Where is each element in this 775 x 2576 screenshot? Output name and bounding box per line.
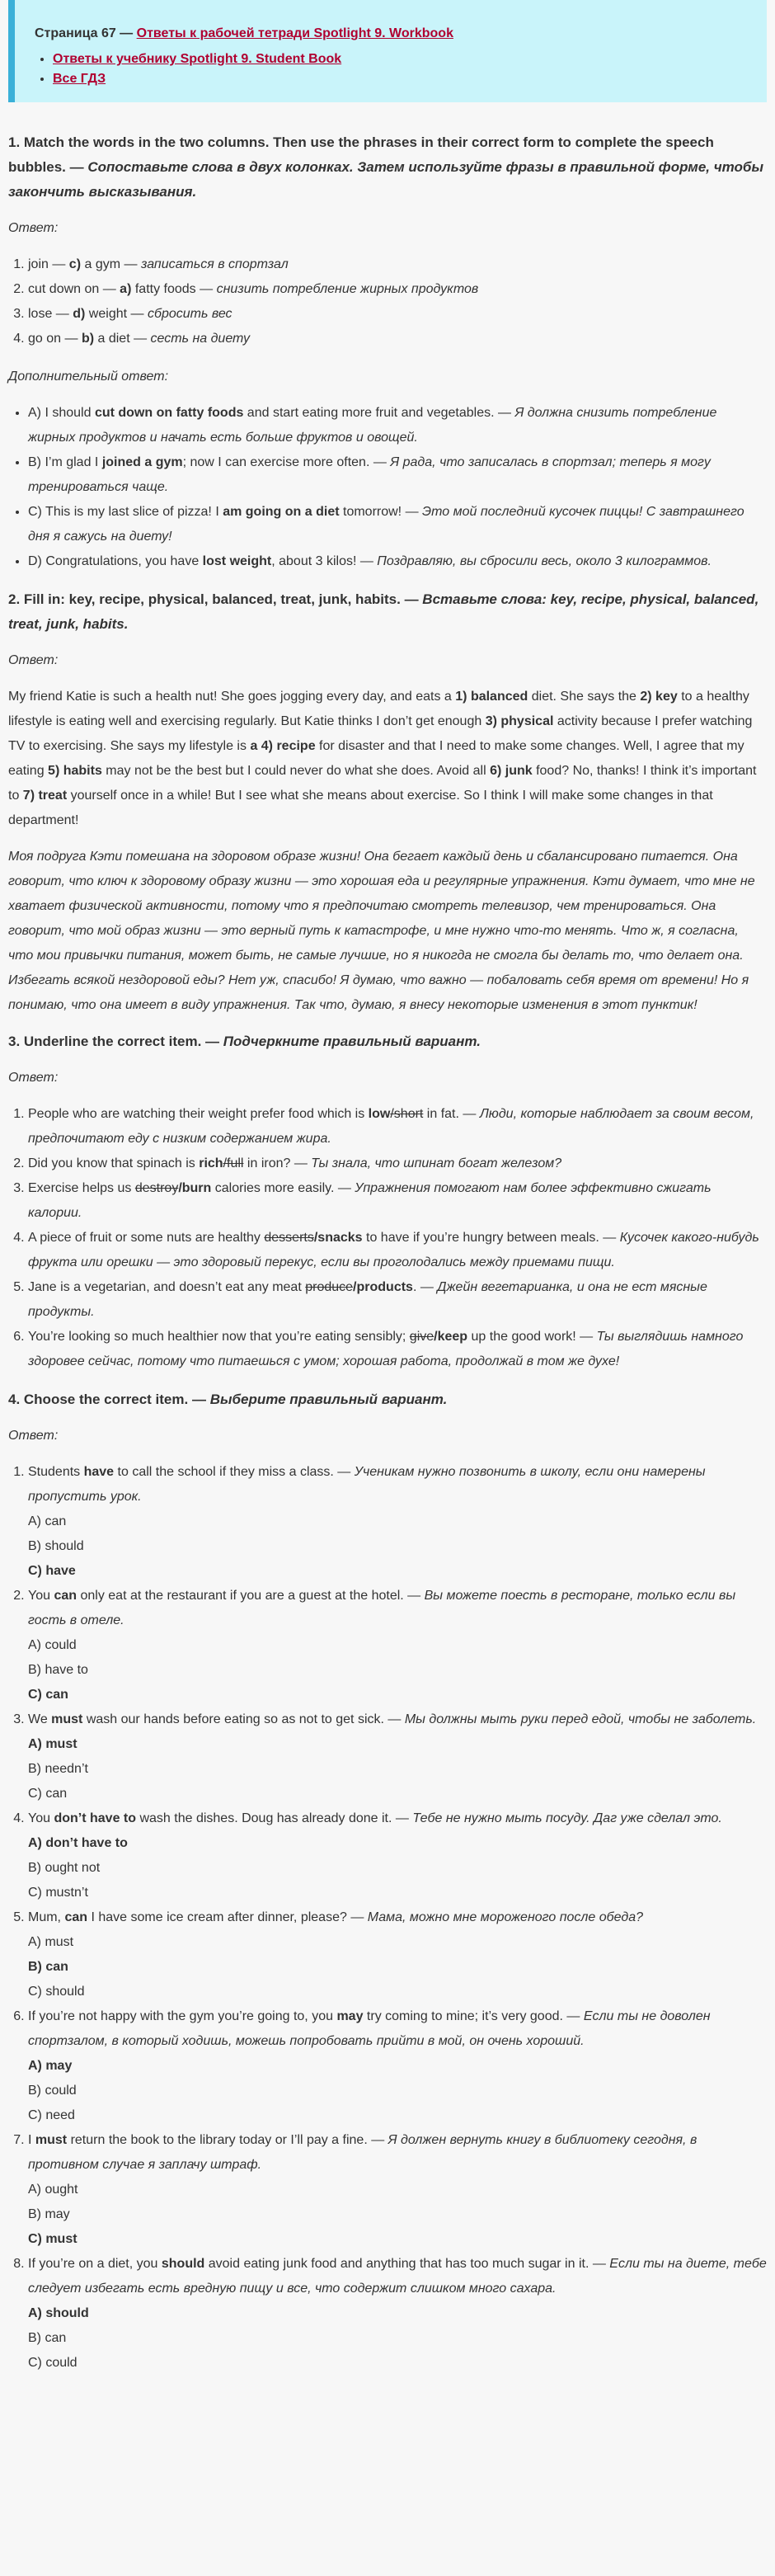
list-item [28, 2004, 767, 2128]
answer-translation: Я рада, что записалась в спортзал; теперь я могу тренироваться чаще. [28, 455, 711, 494]
answer-translation: Джейн вегетарианка, и она не ест мясные продукты. [28, 1280, 707, 1319]
correct-word: may [336, 2009, 364, 2023]
article-content [8, 130, 767, 2376]
answer-translation: Поздравляю, вы сбросили весь, около 3 килограммов. [377, 554, 712, 568]
correct-word: rich [199, 1156, 223, 1170]
answer-word: cut down on — [28, 282, 120, 296]
answer-word: go on — [28, 332, 82, 346]
text-segment: for disaster and that I need to make some changes. Well, I agree that my eating [8, 739, 744, 778]
sentence-text: A piece of fruit or some nuts are healthy [28, 1231, 265, 1245]
answer-text: tomorrow! — [339, 505, 423, 519]
list-item [28, 252, 767, 277]
exercise-4-answers [8, 1460, 767, 2376]
exercise-2-text [8, 685, 767, 833]
answer-translation: записаться в спортзал [140, 257, 289, 271]
option-item: B) may [28, 2207, 70, 2221]
option-list [28, 1930, 767, 2004]
filled-word: 1) balanced [455, 690, 528, 704]
sentence-text: in fat. — [423, 1107, 480, 1121]
list-item [28, 327, 767, 351]
correct-word: /products [353, 1280, 413, 1294]
answer-translation: Я должна снизить потребление жирных продуктов и начать есть больше фруктов и овощей. [28, 406, 717, 445]
answer-word: fatty foods — [131, 282, 217, 296]
text-segment: diet. She says the [528, 690, 641, 704]
sentence-text: wash our hands before eating so as not to get sick. — [82, 1712, 405, 1726]
answer-phrase: lost weight [202, 554, 272, 568]
wrong-word: desserts [264, 1231, 314, 1245]
answer-translation: Я должен вернуть книгу в библиотеку сегодня, в противном случае я заплачу штраф. [28, 2133, 698, 2172]
exercise-3-title: 3. Underline the correct item. — Подчеркните правильный вариант. [8, 1034, 481, 1049]
option-item: A) must [28, 1737, 78, 1751]
answer-translation: Мама, можно мне мороженого после обеда? [367, 1910, 644, 1924]
answer-text: and start eating more fruit and vegetables. — [243, 406, 515, 420]
sentence-text: If you’re on a diet, you [28, 2257, 162, 2271]
answer-text: C) This is my last slice of pizza! I [28, 505, 223, 519]
option-list [28, 1732, 767, 1806]
sentence-text: If you’re not happy with the gym you’re going to, you [28, 2009, 337, 2023]
list-item [28, 500, 767, 549]
exercise-3-answers [8, 1102, 767, 1374]
list-item [28, 302, 767, 327]
list-item [28, 401, 767, 450]
list-item [28, 277, 767, 302]
option-item: A) may [28, 2059, 73, 2073]
option-item: C) can [28, 1688, 68, 1702]
exercise-2-title: 2. Fill in: key, recipe, physical, balanced, treat, junk, habits. — Вставьте слова: key, recipe, physical, balanced, treat, junk, habits. [8, 591, 759, 632]
list-item [28, 1176, 767, 1226]
list-item [28, 2252, 767, 2376]
answer-phrase: cut down on fatty foods [94, 406, 244, 420]
page-heading: Страница 67 — Ответы к рабочей тетради Spotlight 9. Workbook [35, 26, 453, 40]
option-item: B) needn’t [28, 1762, 88, 1776]
related-links-box [8, 0, 767, 102]
answer-translation: снизить потребление жирных продуктов [216, 282, 479, 296]
filled-word: 3) physical [485, 714, 554, 728]
answer-word: join — [28, 257, 69, 271]
wrong-word: destroy [134, 1181, 179, 1195]
answer-translation: Ты знала, что шпинат богат железом? [311, 1156, 562, 1170]
answer-translation: Упражнения помогают нам более эффективно сжигать калории. [28, 1181, 712, 1220]
answer-word: weight — [85, 307, 148, 321]
exercise-1-title: 1. Match the words in the two columns. Then use the phrases in their correct form to complete the speech bubbles. — Сопоставьте слова в двух колонках. Затем используйте фразы в правильной форме, чтобы закончить высказывания. [8, 134, 763, 200]
sentence-text: You [28, 1589, 54, 1603]
student-book-link[interactable]: Ответы к учебнику Spotlight 9. Student Book [53, 52, 342, 66]
sentence-text: up the good work! — [467, 1330, 597, 1344]
filled-word: a 4) recipe [250, 739, 316, 753]
option-item: B) have to [28, 1663, 88, 1677]
list-item [53, 69, 747, 89]
filled-word: 6) junk [490, 764, 533, 778]
sentence-text: calories more easily. — [211, 1181, 355, 1195]
answer-word: lose — [28, 307, 73, 321]
option-item: A) could [28, 1638, 77, 1652]
list-item [28, 1806, 767, 1905]
correct-word: /snacks [313, 1231, 363, 1245]
answer-translation: Ученикам нужно позвонить в школу, если они намерены пропустить урок. [28, 1465, 706, 1504]
answer-translation: Это мой последний кусочек пиццы! С завтрашнего дня я сажусь на диету! [28, 505, 744, 544]
answer-translation: Люди, которые наблюдает за своим весом, предпочитают еду с низким содержанием жира. [28, 1107, 754, 1146]
option-item: B) can [28, 1960, 68, 1974]
list-item [28, 2128, 767, 2252]
answer-text: , about 3 kilos! — [271, 554, 378, 568]
filled-word: 7) treat [22, 789, 68, 803]
correct-word: /burn [178, 1181, 212, 1195]
sentence-text: You’re looking so much healthier now that you’re eating sensibly; [28, 1330, 410, 1344]
sentence-text: I have some ice cream after dinner, please? — [87, 1910, 368, 1924]
answer-label: Ответ: [8, 1071, 59, 1085]
wrong-word: /full [223, 1156, 244, 1170]
list-item [28, 450, 767, 500]
exercise-2-translation: Моя подруга Кэти помешана на здоровом образе жизни! Она бегает каждый день и сбалансировано питается. Она говорит, что ключ к здоровому образу жизни — это хорошая еда и регулярные упражнения. Кэти думает, что мне не хватает физической активности, потому что я предпочитаю смотреть телевизор, чем тренироваться. Она говорит, что мой образ жизни — это верный путь к катастрофе, и мне нужно что-то менять. Что ж, я согласна, что мои привычки питания, может быть, не самые лучшие, но я никогда не смогла бы делать то, что делает она. Избегать всякой нездоровой еды? Нет уж, спасибо! Я думаю, что важно — побаловать себя время от времени! Но я понимаю, что она имеет в виду упражнения. Так что, думаю, я внесу некоторые изменения в этот пунктик! [8, 850, 755, 1012]
sentence-text: Students [28, 1465, 84, 1479]
text-segment: to a healthy lifestyle is eating well and exercising regularly. But Katie thinks I don’t get enough [8, 690, 749, 728]
sentence-text: Jane is a vegetarian, and doesn’t eat any meat [28, 1280, 306, 1294]
exercise-1-answers [8, 252, 767, 351]
option-item: C) must [28, 2232, 78, 2246]
correct-word: must [35, 2133, 68, 2147]
exercise-4-title: 4. Choose the correct item. — Выберите правильный вариант. [8, 1392, 448, 1407]
sentence-text: . — [412, 1280, 438, 1294]
filled-word: 5) habits [48, 764, 102, 778]
option-item: C) can [28, 1787, 68, 1801]
option-item: C) mustn’t [28, 1886, 88, 1900]
option-item: A) should [28, 2306, 89, 2320]
option-list [28, 1509, 767, 1584]
option-list [28, 1633, 767, 1707]
sentence-text: I [28, 2133, 35, 2147]
correct-word: can [64, 1910, 88, 1924]
option-item: A) don’t have to [28, 1836, 128, 1850]
correct-word: /keep [434, 1330, 468, 1344]
sentence-text: Mum, [28, 1910, 65, 1924]
filled-word: 2) key [640, 690, 678, 704]
text-segment: food? No, thanks! I think it’s important to [8, 764, 757, 803]
correct-word: don’t have to [54, 1811, 137, 1825]
answer-label: Ответ: [8, 1429, 59, 1443]
list-item [28, 1151, 767, 1176]
option-item: C) have [28, 1564, 76, 1578]
option-item: B) can [28, 2331, 67, 2345]
answer-letter: c) [68, 257, 82, 271]
wrong-word: /short [390, 1107, 424, 1121]
sentence-text: only eat at the restaurant if you are a guest at the hotel. — [77, 1589, 425, 1603]
option-list [28, 1831, 767, 1905]
option-item: B) could [28, 2084, 77, 2098]
option-item: A) must [28, 1935, 74, 1949]
answer-translation: Вы можете поесть в ресторане, только если вы гость в отеле. [28, 1589, 736, 1627]
answer-translation: Ты выглядишь намного здоровее сейчас, потому что питаешься с умом; хорошая работа, продолжай в том же духе! [28, 1330, 744, 1368]
correct-word: low [368, 1107, 391, 1121]
answer-word: a diet — [94, 332, 151, 346]
all-gdz-link[interactable]: Все ГДЗ [53, 72, 106, 86]
answer-translation: Если ты не доволен спортзалом, в который ходишь, можешь попробовать прийти в мой, он очень хороший. [28, 2009, 711, 2048]
list-item [28, 1707, 767, 1806]
option-item: A) can [28, 1514, 67, 1528]
sentence-text: to call the school if they miss a class. — [114, 1465, 355, 1479]
option-item: C) need [28, 2108, 75, 2122]
extra-answer-label: Дополнительный ответ: [8, 370, 169, 384]
answer-translation: Если ты на диете, тебе следует избегать есть вредную пищу и все, что содержит слишком много сахара. [28, 2257, 767, 2296]
sentence-text: return the book to the library today or I’ll pay a fine. — [67, 2133, 388, 2147]
answer-text: D) Congratulations, you have [28, 554, 203, 568]
sentence-text: Did you know that spinach is [28, 1156, 200, 1170]
sentence-text: wash the dishes. Doug has already done it. — [136, 1811, 413, 1825]
sentence-text: You [28, 1811, 54, 1825]
answer-text: B) I’m glad I [28, 455, 102, 469]
answer-translation: сбросить вес [147, 307, 233, 321]
list-item [28, 1460, 767, 1584]
answer-text: ; now I can exercise more often. — [182, 455, 391, 469]
answer-letter: d) [73, 307, 86, 321]
sentence-text: avoid eating junk food and anything that has too much sugar in it. — [204, 2257, 610, 2271]
sentence-text: People who are watching their weight prefer food which is [28, 1107, 369, 1121]
answer-word: a gym — [81, 257, 141, 271]
list-item [28, 1905, 767, 2004]
exercise-1-extra-answers [8, 401, 767, 574]
answer-label: Ответ: [8, 221, 59, 235]
text-segment: may not be the best but I could never do what she does. Avoid all [101, 764, 491, 778]
option-item: B) ought not [28, 1861, 101, 1875]
answer-letter: a) [120, 282, 132, 296]
wrong-word: produce [305, 1280, 354, 1294]
answer-translation: сесть на диету [150, 332, 251, 346]
sentence-text: Exercise helps us [28, 1181, 135, 1195]
sentence-text: to have if you’re hungry between meals. — [362, 1231, 620, 1245]
answer-letter: b) [81, 332, 95, 346]
list-item [28, 549, 767, 574]
list-item [28, 1102, 767, 1151]
list-item [28, 1226, 767, 1275]
option-list [28, 2178, 767, 2252]
text-segment: yourself once in a while! But I see what she means about exercise. So I think I will make some changes in that department! [8, 789, 713, 827]
option-list [28, 2054, 767, 2128]
option-list [28, 2301, 767, 2376]
correct-word: should [161, 2257, 205, 2271]
related-links-list [35, 49, 747, 89]
answer-phrase: joined a gym [101, 455, 183, 469]
correct-word: must [51, 1712, 83, 1726]
list-item [28, 1275, 767, 1325]
list-item [28, 1325, 767, 1374]
answer-translation: Мы должны мыть руки перед едой, чтобы не заболеть. [404, 1712, 757, 1726]
option-item: C) should [28, 1985, 85, 1999]
sentence-text: try coming to mine; it’s very good. — [363, 2009, 584, 2023]
sentence-text: in iron? — [243, 1156, 312, 1170]
option-item: B) should [28, 1539, 84, 1553]
answer-label: Ответ: [8, 653, 59, 667]
answer-translation: Кусочек какого-нибудь фрукта или орешки — это здоровый перекус, если вы проголодались между приемами пищи. [28, 1231, 759, 1269]
correct-word: can [54, 1589, 78, 1603]
list-item [28, 1584, 767, 1707]
answer-text: A) I should [28, 406, 95, 420]
text-segment: My friend Katie is such a health nut! She goes jogging every day, and eats a [8, 690, 456, 704]
wrong-word: give [409, 1330, 434, 1344]
list-item [53, 49, 747, 69]
text-segment: activity because I prefer watching TV to exercising. She says my lifestyle is [8, 714, 753, 753]
sentence-text: We [28, 1712, 52, 1726]
workbook-answers-link[interactable]: Ответы к рабочей тетради Spotlight 9. Workbook [136, 26, 453, 40]
option-item: A) ought [28, 2183, 78, 2197]
correct-word: have [83, 1465, 115, 1479]
answer-translation: Тебе не нужно мыть посуду. Даг уже сделал это. [412, 1811, 722, 1825]
option-item: C) could [28, 2356, 78, 2370]
answer-phrase: am going on a diet [223, 505, 340, 519]
